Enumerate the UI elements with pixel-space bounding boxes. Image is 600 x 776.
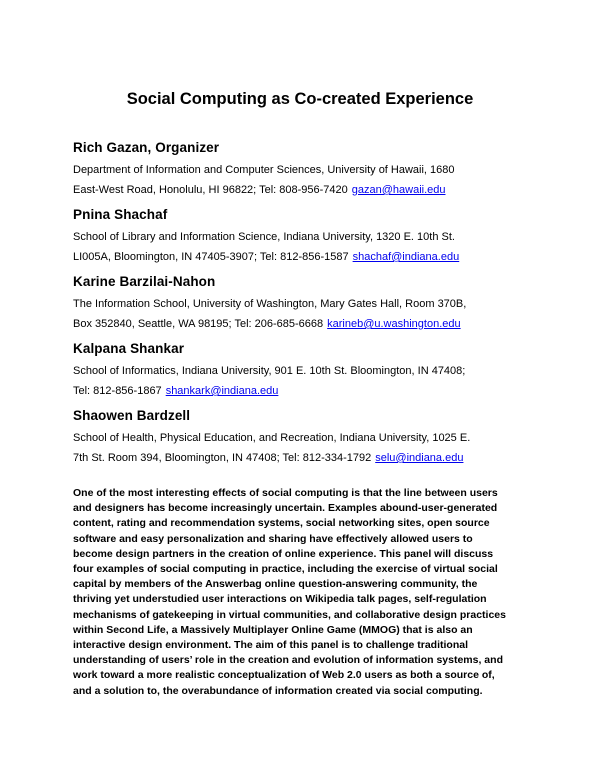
author-affiliation <box>73 361 543 401</box>
email-link-bardzell[interactable]: selu@indiana.edu <box>375 452 464 464</box>
author-block-shankar <box>73 341 543 401</box>
abstract-line: work toward a more realistic conceptualization of Web 2.0 users as both a source of, <box>73 669 495 682</box>
abstract-line: understanding of users’ role in the creation and evolution of information systems, and <box>73 654 503 667</box>
email-link-barzilai-nahon[interactable]: karineb@u.washington.edu <box>327 318 461 330</box>
author-affiliation <box>73 428 543 468</box>
affiliation-line-text: LI005A, Bloomington, IN 47405-3907; Tel: 812-856-1587 <box>73 251 349 263</box>
affiliation-line-with-email <box>73 247 543 267</box>
affiliation-line-with-email <box>73 180 543 200</box>
affiliation-line-text: Box 352840, Seattle, WA 98195; Tel: 206-685-6668 <box>73 318 324 330</box>
affiliation-line-with-email <box>73 381 543 401</box>
abstract-line: software and easy personalization and sharing have effectively allowed users to <box>73 532 473 545</box>
abstract-line: thriving yet understudied user interactions on Wikipedia talk pages, self-regulation <box>73 593 487 606</box>
author-name: Karine Barzilai-Nahon <box>73 274 216 289</box>
abstract-line: interactive design environment. The aim of this panel is to challenge traditional <box>73 639 468 652</box>
author-name: Rich Gazan, Organizer <box>73 140 220 155</box>
affiliation-line: School of Health, Physical Education, and Recreation, Indiana University, 1025 E. <box>73 432 471 444</box>
author-name: Kalpana Shankar <box>73 341 185 356</box>
email-link-shankar[interactable]: shankark@indiana.edu <box>165 385 279 397</box>
author-block-gazan <box>73 140 543 200</box>
email-link-shachaf[interactable]: shachaf@indiana.edu <box>352 251 460 263</box>
author-affiliation <box>73 294 543 334</box>
author-block-bardzell <box>73 408 543 468</box>
affiliation-line-text: 7th St. Room 394, Bloomington, IN 47408; Tel: 812-334-1792 <box>73 452 372 464</box>
abstract-line: One of the most interesting effects of social computing is that the line between users <box>73 487 498 499</box>
author-block-barzilai-nahon <box>73 274 543 334</box>
abstract-paragraph <box>73 486 543 699</box>
affiliation-line-text: East-West Road, Honolulu, HI 96822; Tel: 808-956-7420 <box>73 184 348 196</box>
affiliation-line: Department of Information and Computer Sciences, University of Hawaii, 1680 <box>73 164 455 176</box>
abstract-line: content, rating and recommendation systems, social networking sites, open source <box>73 517 490 530</box>
author-affiliation <box>73 227 543 267</box>
email-link-gazan[interactable]: gazan@hawaii.edu <box>351 184 446 196</box>
affiliation-line-with-email <box>73 448 543 468</box>
author-block-shachaf <box>73 207 543 267</box>
abstract-line: and designers has become increasingly uncertain. Examples abound-user-generated <box>73 502 498 515</box>
affiliation-line: The Information School, University of Washington, Mary Gates Hall, Room 370B, <box>73 298 467 310</box>
affiliation-line: School of Library and Information Science, Indiana University, 1320 E. 10th St. <box>73 231 455 243</box>
abstract-line: capital by members of the Answerbag online question-answering community, the <box>73 578 478 591</box>
affiliation-line: School of Informatics, Indiana University, 901 E. 10th St. Bloomington, IN 47408; <box>73 365 466 377</box>
abstract-line: and a solution to, the overabundance of information created via social computing. <box>73 684 483 697</box>
author-name: Shaowen Bardzell <box>73 408 191 423</box>
author-affiliation <box>73 160 543 200</box>
abstract-line: become design partners in the creation of online experience. This panel will discuss <box>73 547 494 560</box>
abstract-line: within Second Life, a Massively Multiplayer Online Game (MMOG) that is also an <box>73 623 473 636</box>
affiliation-line-text: Tel: 812-856-1867 <box>73 385 162 397</box>
affiliation-line-with-email <box>73 314 543 334</box>
abstract-line: four examples of social computing in practice, including the exercise of virtual social <box>73 563 498 576</box>
abstract-line: mechanisms of gatekeeping in virtual communities, and collaborative design practices <box>73 608 506 621</box>
paper-title: Social Computing as Co-created Experience <box>126 90 474 108</box>
author-name: Pnina Shachaf <box>73 207 168 222</box>
